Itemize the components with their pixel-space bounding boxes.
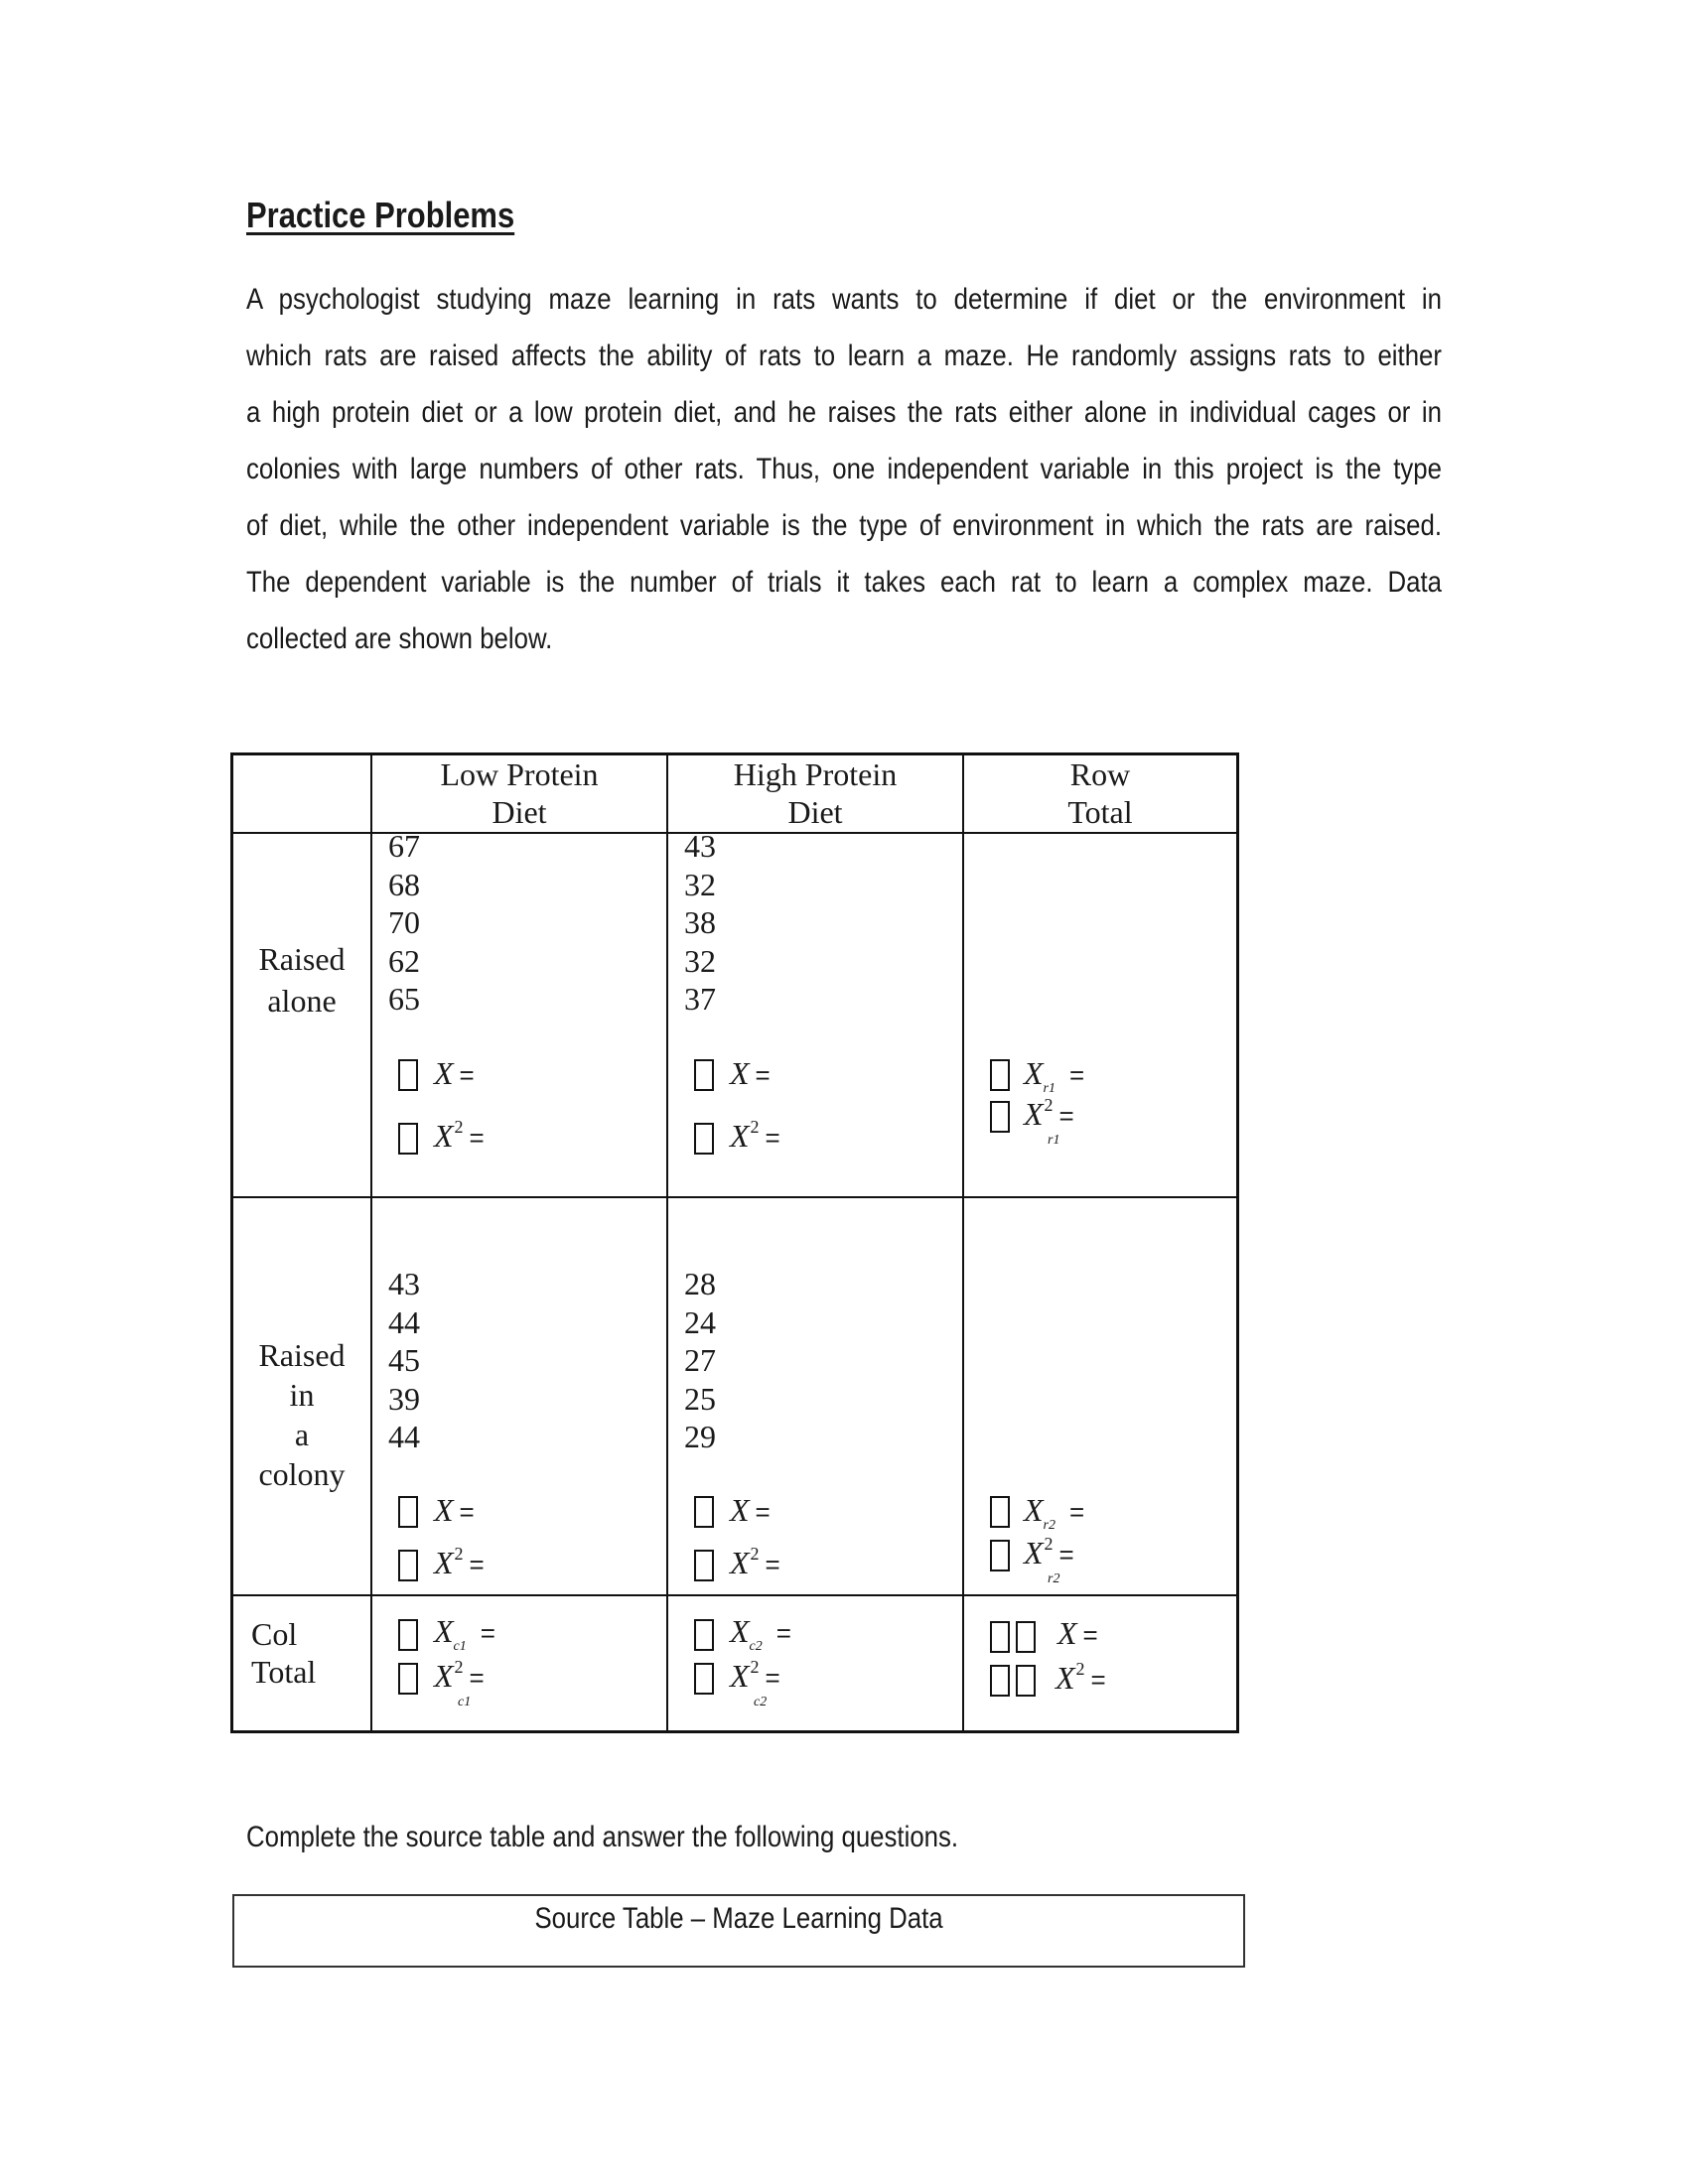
- paragraph-line: colonies with large numbers of other rats. Thus, one independent variable in this project is the type: [246, 453, 1442, 485]
- data-value: 44: [388, 1303, 420, 1340]
- col2-sum-x-formula: $X_{c2}$ =: [730, 1613, 791, 1654]
- high-protein-alone-values: [684, 827, 716, 1019]
- header-low-protein: Low Protein Diet: [440, 756, 599, 830]
- checkbox-icon: [694, 1059, 714, 1091]
- data-value: 68: [388, 866, 420, 902]
- source-table: [232, 1894, 1245, 1968]
- row1-subscript: r1: [1048, 1133, 1060, 1148]
- sum-x-squared-formula: $X^2$ =: [730, 1117, 780, 1154]
- data-value: 38: [684, 904, 716, 940]
- grand-sum-x-squared-formula: $X^2$ =: [1055, 1659, 1106, 1696]
- col2-subscript: c2: [754, 1695, 768, 1709]
- row-label-raised-alone: Raised alone: [258, 941, 346, 1019]
- row1-sum-x-formula: $X_{r1}$ =: [1024, 1055, 1085, 1096]
- sum-x-formula: X =: [434, 1492, 475, 1528]
- sum-x-squared-formula: $X^2$ =: [434, 1117, 485, 1154]
- grand-sum-x-formula: X =: [1057, 1615, 1098, 1651]
- data-value: 65: [388, 981, 420, 1017]
- paragraph-line: of diet, while the other independent variable is the type of environment in which the rats are raised.: [246, 509, 1442, 542]
- sum-x-formula: X =: [434, 1055, 475, 1091]
- checkbox-icon: [990, 1101, 1010, 1133]
- checkbox-icon: [398, 1550, 418, 1581]
- data-value: 45: [388, 1342, 420, 1378]
- row2-sum-x-squared-formula: $X^2$ =: [1024, 1534, 1074, 1570]
- sum-x-formula: X =: [730, 1055, 771, 1091]
- data-value: 28: [684, 1266, 716, 1301]
- checkbox-icon: [990, 1665, 1010, 1697]
- data-value: 37: [684, 981, 716, 1017]
- data-value: 67: [388, 828, 420, 864]
- data-table: [230, 752, 1239, 1733]
- checkbox-icon: [398, 1123, 418, 1155]
- checkbox-icon: [694, 1496, 714, 1528]
- instruction-text: Complete the source table and answer the following questions.: [246, 1821, 959, 1853]
- checkbox-icon: [694, 1619, 714, 1651]
- paragraph-line: A psychologist studying maze learning in rats wants to determine if diet or the environment in: [246, 283, 1442, 316]
- checkbox-icon: [398, 1619, 418, 1651]
- data-value: 27: [684, 1342, 716, 1378]
- checkbox-icon: [694, 1550, 714, 1581]
- page-title: Practice Problems: [246, 195, 515, 235]
- header-row-total: Row Total: [1067, 756, 1133, 830]
- row1-sum-x-squared-formula: $X^2$ =: [1024, 1095, 1074, 1132]
- checkbox-icon: [398, 1496, 418, 1528]
- paragraph-line: The dependent variable is the number of trials it takes each rat to learn a complex maze. Data: [246, 566, 1442, 599]
- data-value: 29: [684, 1419, 716, 1454]
- checkbox-icon: [990, 1621, 1010, 1653]
- row2-sum-x-formula: $X_{r2}$ =: [1024, 1492, 1085, 1533]
- data-value: 25: [684, 1380, 716, 1417]
- high-protein-colony-values: [684, 1265, 716, 1456]
- data-value: 43: [684, 828, 716, 864]
- low-protein-colony-values: [388, 1265, 420, 1456]
- col2-sum-x-squared-formula: $X^2$ =: [730, 1657, 780, 1694]
- source-table-title: Source Table – Maze Learning Data: [534, 1902, 943, 1935]
- row-label-col-total: Col Total: [251, 1616, 317, 1690]
- low-protein-alone-values: [388, 827, 420, 1019]
- data-value: 62: [388, 942, 420, 979]
- sum-x-formula: X =: [730, 1492, 771, 1528]
- checkbox-icon: [990, 1540, 1010, 1571]
- data-value: 44: [388, 1419, 420, 1454]
- data-value: 43: [388, 1266, 420, 1301]
- data-value: 32: [684, 866, 716, 902]
- paragraph-line: which rats are raised affects the ability of rats to learn a maze. He randomly assigns rats to either: [246, 340, 1442, 372]
- col1-sum-x-formula: $X_{c1}$ =: [434, 1613, 495, 1654]
- checkbox-icon: [694, 1663, 714, 1695]
- sum-x-squared-formula: $X^2$ =: [434, 1544, 485, 1580]
- row-label-raised-colony: Raised in a colony: [258, 1337, 346, 1492]
- data-value: 70: [388, 904, 420, 940]
- row2-subscript: r2: [1048, 1571, 1060, 1586]
- checkbox-icon: [1016, 1621, 1036, 1653]
- data-value: 39: [388, 1380, 420, 1417]
- data-value: 32: [684, 942, 716, 979]
- checkbox-icon: [694, 1123, 714, 1155]
- paragraph-line: a high protein diet or a low protein diet, and he raises the rats either alone in individual cages or in: [246, 396, 1442, 429]
- checkbox-icon: [990, 1059, 1010, 1091]
- col1-subscript: c1: [458, 1695, 472, 1709]
- checkbox-icon: [398, 1059, 418, 1091]
- col1-sum-x-squared-formula: $X^2$ =: [434, 1657, 485, 1694]
- sum-x-squared-formula: $X^2$ =: [730, 1544, 780, 1580]
- header-high-protein: High Protein Diet: [733, 756, 898, 830]
- checkbox-icon: [398, 1663, 418, 1695]
- checkbox-icon: [990, 1496, 1010, 1528]
- checkbox-icon: [1016, 1665, 1036, 1697]
- paragraph-line: collected are shown below.: [246, 622, 553, 655]
- data-value: 24: [684, 1303, 716, 1340]
